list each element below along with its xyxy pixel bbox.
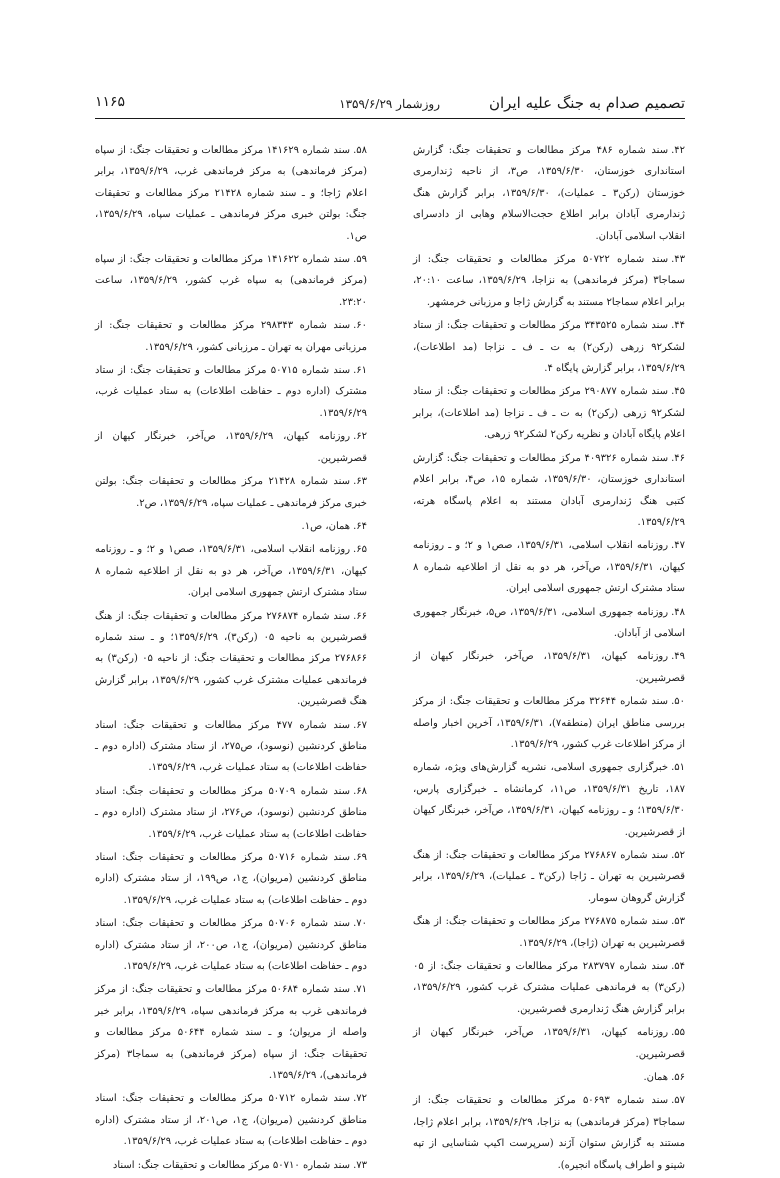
- endnote-number: ۶۱.: [353, 365, 368, 377]
- endnote: [95, 715, 367, 779]
- endnote-text: سند شماره ۴۷۷ مرکز مطالعات و تحقیقات جنگ: اسناد مناطق کردنشین (نوسود)، ص۲۷۵، از ستاد مشترک (اداره دوم ـ حفاظت اطلاعات) به ستاد عملیات غرب، ۱۳۵۹/۶/۲۹.: [95, 719, 368, 774]
- endnote-number: ۷۲.: [353, 1093, 367, 1105]
- endnote: [413, 956, 685, 1020]
- endnote-text: روزنامه کیهان، ۱۳۵۹/۶/۳۱، ص‌آخر، خبرنگار کیهان از قصرشیرین.: [413, 651, 685, 684]
- endnote: [95, 1155, 367, 1176]
- endnote-text: روزنامه جمهوری اسلامی، ۱۳۵۹/۶/۳۱، ص۵، خبرنگار جمهوری اسلامی از آبادان.: [413, 606, 685, 639]
- endnote: [95, 539, 367, 603]
- endnote-text: سند شماره ۲۸۳۷۹۷ مرکز مطالعات و تحقیقات جنگ: از ۰۵ (رکن۳) به فرماندهی عملیات مشترک غرب کشور، ۱۳۵۹/۶/۲۹، برابر گزارش هنگ ژندارمری قصرشیرین.: [413, 961, 685, 1015]
- endnote: [413, 249, 685, 313]
- endnote-number: ۵۰.: [671, 696, 685, 708]
- endnote: [413, 140, 685, 247]
- endnote-number: ۶۲.: [353, 431, 367, 443]
- endnote: [95, 606, 367, 713]
- page-header: [95, 92, 685, 116]
- endnote: [95, 315, 367, 358]
- endnote-text: سند شماره ۲۷۶۸۶۷ مرکز مطالعات و تحقیقات جنگ: از هنگ قصرشیرین به تهران ـ ژاجا (رکن۳ ـ عملیات)، ۱۳۵۹/۶/۲۹، برابر گزارش گروهان سومار.: [413, 850, 686, 904]
- endnote-number: ۴۲.: [671, 145, 686, 156]
- endnote-number: ۵۳.: [671, 916, 686, 928]
- endnote-text: همان، ص۱.: [301, 520, 351, 532]
- endnote-number: ۴۶.: [671, 452, 686, 464]
- endnote: [95, 1088, 367, 1152]
- endnote-number: ۵۲.: [671, 850, 686, 861]
- endnote-number: ۶۵.: [353, 544, 367, 556]
- endnote: [95, 913, 367, 977]
- endnote-number: ۵۱.: [671, 762, 685, 774]
- endnote-text: سند شماره ۴۸۶ مرکز مطالعات و تحقیقات جنگ: گزارش استانداری خوزستان، ۱۳۵۹/۶/۳۰، ص۳، از ناحیه ژندارمری خوزستان (رکن۳ ـ عملیات)، ۱۳۵۹/۶/۳۰، برابر گزارش هنگ ژندارمری آبادان برابر اطلاع حجت‌الاسلام وهابی از دادسرای انقلاب اسلامی آبادان.: [413, 145, 685, 242]
- endnote: [413, 845, 685, 909]
- endnote-number: ۵۵.: [671, 1027, 685, 1039]
- endnote-text: سند شماره ۲۷۶۸۷۵ مرکز مطالعات و تحقیقات جنگ: از هنگ قصرشیرین به تهران (ژاجا)، ۱۳۵۹/۶/۲۹.: [413, 916, 685, 949]
- endnote-number: ۴۳.: [671, 254, 686, 266]
- endnote-text: سند شماره ۲۹۰۸۷۷ مرکز مطالعات و تحقیقات جنگ: از ستاد لشکر۹۲ زرهی (رکن۲) به ت ـ ف ـ نزاجا (مد اطلاعات)، برابر اعلام پایگاه آبادان و نظریه رکن۲ لشکر۹۲ زرهی.: [413, 386, 686, 441]
- endnote: [413, 646, 685, 689]
- endnote: [413, 911, 685, 954]
- endnote: [95, 140, 367, 247]
- endnote: [95, 847, 367, 911]
- endnote: [95, 360, 367, 424]
- endnote-text: روزنامه کیهان، ۱۳۵۹/۶/۲۹، ص‌آخر، خبرنگار کیهان از قصرشیرین.: [95, 431, 367, 464]
- endnote-number: ۵۹.: [353, 254, 367, 266]
- endnote-text: سند شماره ۵۰۷۰۹ مرکز مطالعات و تحقیقات جنگ: اسناد مناطق کردنشین (نوسود)، ص۲۷۶، از ستاد مشترک (اداره دوم ـ حفاظت اطلاعات) به ستاد عملیات غرب، ۱۳۵۹/۶/۲۹.: [95, 785, 368, 840]
- endnote: [413, 1022, 685, 1065]
- endnote-number: ۶۸.: [353, 785, 367, 797]
- endnote-text: سند شماره ۱۴۱۶۲۲ مرکز مطالعات و تحقیقات جنگ: از سپاه (مرکز فرماندهی) به سپاه غرب کشور، ۱۳۵۹/۶/۲۹، ساعت ۲۳:۲۰.: [95, 254, 367, 308]
- endnote-number: ۶۶.: [353, 610, 368, 622]
- endnote-number: ۷۳.: [353, 1159, 367, 1171]
- endnote: [95, 471, 367, 514]
- page-number: ۱۱۶۵: [95, 94, 126, 110]
- endnote-text: سند شماره ۵۰۷۱۲ مرکز مطالعات و تحقیقات جنگ: اسناد مناطق کردنشین (مریوان)، ج۱، ص۲۰۱، از ستاد مشترک (اداره دوم ـ حفاظت اطلاعات) به ستاد عملیات غرب، ۱۳۵۹/۶/۲۹.: [95, 1093, 367, 1148]
- endnote: [95, 426, 367, 469]
- endnote: [95, 979, 367, 1086]
- endnote: [95, 516, 367, 537]
- endnote-number: ۴۹.: [671, 651, 685, 663]
- endnote: [413, 1067, 685, 1088]
- endnote: [413, 535, 685, 599]
- endnote-number: ۶۰.: [353, 320, 368, 332]
- endnote-number: ۵۸.: [353, 145, 367, 156]
- endnote-text: سند شماره ۲۱۴۲۸ مرکز مطالعات و تحقیقات جنگ: بولتن خبری مرکز فرماندهی ـ عملیات سپاه، ۱۳۵۹/۶/۲۹، ص۲.: [95, 476, 367, 509]
- endnote: [413, 602, 685, 645]
- endnote-text: روزنامه انقلاب اسلامی، ۱۳۵۹/۶/۳۱، صص۱ و ۲؛ و ـ روزنامه کیهان، ۱۳۵۹/۶/۳۱، ص‌آخر، هر دو به نقل از اطلاعیه شماره ۸ ستاد مشترک ارتش جمهوری اسلامی ایران.: [413, 540, 685, 595]
- endnote-text: سند شماره ۵۰۷۱۰ مرکز مطالعات و تحقیقات جنگ: اسناد: [112, 1159, 351, 1171]
- endnote-number: ۴۷.: [671, 540, 685, 552]
- endnote-number: ۶۴.: [353, 520, 367, 532]
- endnote-number: ۷۱.: [353, 984, 367, 996]
- endnote-number: ۴۴.: [671, 320, 686, 332]
- endnote: [413, 691, 685, 755]
- endnote-text: سند شماره ۱۴۱۶۲۹ مرکز مطالعات و تحقیقات جنگ: از سپاه (مرکز فرماندهی) به مرکز فرماندهی غرب، ۱۳۵۹/۶/۲۹، برابر اعلام ژاجا؛ و ـ سند شماره ۲۱۴۲۸ مرکز مطالعات و تحقیقات جنگ: بولتن خبری مرکز فرماندهی ـ عملیات سپاه، ۱۳۵۹/۶/۲۹، ص۱.: [95, 145, 368, 242]
- endnote: [413, 381, 685, 445]
- endnote-number: ۵۷.: [671, 1095, 686, 1107]
- endnote-text: سند شماره ۲۹۸۳۴۳ مرکز مطالعات و تحقیقات جنگ: از مرزبانی مهران به تهران ـ مرزبانی کشور، ۱۳۵۹/۶/۲۹.: [95, 320, 367, 353]
- endnote-text: سند شماره ۴۰۹۳۲۶ مرکز مطالعات و تحقیقات جنگ: گزارش استانداری خوزستان، ۱۳۵۹/۶/۳۰، شماره ۱۵، ص۴، برابر اعلام کتبی هنگ ژندارمری آبادان مستند به اعلام پاسگاه هرته، ۱۳۵۹/۶/۲۹.: [413, 452, 685, 528]
- endnote-number: ۶۳.: [353, 476, 367, 488]
- endnote-text: سند شماره ۳۴۳۵۲۵ مرکز مطالعات و تحقیقات جنگ: از ستاد لشکر۹۲ زرهی (رکن۲) به ت ـ ف ـ نزاجا (مد اطلاعات)، ۱۳۵۹/۶/۲۹، برابر گزارش پایگاه ۴.: [413, 320, 685, 375]
- endnote-text: سند شماره ۵۰۷۱۶ مرکز مطالعات و تحقیقات جنگ: اسناد مناطق کردنشین (مریوان)، ج۱، ص۱۹۹، از ستاد مشترک (اداره دوم ـ حفاظت اطلاعات) به ستاد عملیات غرب، ۱۳۵۹/۶/۲۹.: [95, 852, 367, 906]
- endnote-text: سند شماره ۳۲۶۴۴ مرکز مطالعات و تحقیقات جنگ: از مرکز بررسی مناطق ایران (منطقه۷)، ۱۳۵۹/۶/۳۱، آخرین اخبار واصله از مرکز اطلاعات غرب کشور، ۱۳۵۹/۶/۲۹.: [413, 696, 685, 750]
- endnote-number: ۵۶.: [671, 1072, 685, 1084]
- endnote: [95, 249, 367, 313]
- endnote-text: سند شماره ۵۰۷۲۲ مرکز مطالعات و تحقیقات جنگ: از سماجا۳ (مرکز فرماندهی) به نزاجا، ۱۳۵۹/۶/۲۹، ساعت ۲۰:۱۰، برابر اعلام سماجا۲ مستند به گزارش ژاجا و مرزبانی خرمشهر.: [413, 254, 686, 308]
- endnote-text: سند شماره ۵۰۶۹۳ مرکز مطالعات و تحقیقات جنگ: از سماجا۳ (مرکز فرماندهی) به نزاجا، ۱۳۵۹/۶/۲۹، برابر اعلام ژاجا، مستند به گزارش ستوان آژند (سرپرست اکیپ شناسایی از تپه شینو و اطراف پاسگاه انجیره).: [413, 1095, 685, 1171]
- endnote: [413, 315, 685, 379]
- endnote-text: روزنامه کیهان، ۱۳۵۹/۶/۳۱، ص‌آخر، خبرنگار کیهان از قصرشیرین.: [413, 1027, 685, 1060]
- notes-column-right: [413, 140, 685, 1178]
- header-rule: [95, 118, 685, 119]
- endnote: [95, 781, 367, 845]
- endnote-text: سند شماره ۵۰۶۸۴ مرکز مطالعات و تحقیقات جنگ: از مرکز فرماندهی غرب به مرکز فرماندهی سپاه، ۱۳۵۹/۶/۲۹، برابر خبر واصله از مریوان؛ و ـ سند شماره ۵۰۶۴۴ مرکز مطالعات و تحقیقات جنگ: از سپاه (مرکز فرماندهی) به سماجا۳ (مرکز فرماندهی)، ۱۳۵۹/۶/۲۹.: [95, 984, 368, 1082]
- endnote-number: ۴۸.: [671, 606, 685, 618]
- endnote-number: ۶۹.: [353, 852, 367, 863]
- notes-column-left: [95, 140, 367, 1178]
- endnote-number: ۶۷.: [353, 719, 367, 731]
- endnote-text: سند شماره ۲۷۶۸۷۴ مرکز مطالعات و تحقیقات جنگ: از هنگ قصرشیرین به ناحیه ۰۵ (رکن۳)، ۱۳۵۹/۶/۲۹؛ و ـ سند شماره ۲۷۶۸۶۶ مرکز مطالعات و تحقیقات جنگ: از ناحیه ۰۵ (رکن۳) به فرماندهی عملیات مشترک غرب کشور، ۱۳۵۹/۶/۲۹، برابر گزارش هنگ قصرشیرین.: [95, 610, 367, 708]
- endnote-number: ۴۵.: [671, 386, 686, 398]
- endnote: [413, 1090, 685, 1176]
- endnote-text: روزنامه انقلاب اسلامی، ۱۳۵۹/۶/۳۱، صص۱ و ۲؛ و ـ روزنامه کیهان، ۱۳۵۹/۶/۳۱، ص‌آخر، هر دو به نقل از اطلاعیه شماره ۸ ستاد مشترک ارتش جمهوری اسلامی ایران.: [95, 544, 367, 599]
- endnote-text: خبرگزاری جمهوری اسلامی، نشریه گزارش‌های ویژه، شماره ۱۸۷، تاریخ ۱۳۵۹/۶/۳۱، ص۱۱، کرمانشاه ـ خبرگزاری پارس، ۱۳۵۹/۶/۳۰؛ و ـ روزنامه کیهان، ۱۳۵۹/۶/۳۱، ص‌آخر، خبرنگار کیهان از قصرشیرین.: [413, 762, 686, 838]
- endnote-text: سند شماره ۵۰۷۱۵ مرکز مطالعات و تحقیقات جنگ: از ستاد مشترک (اداره دوم ـ حفاظت اطلاعات) به ستاد عملیات غرب، ۱۳۵۹/۶/۲۹.: [95, 365, 367, 419]
- chronicle-date: روزشمار ۱۳۵۹/۶/۲۹: [339, 97, 440, 111]
- book-title: تصمیم صدام به جنگ علیه ایران: [489, 94, 685, 112]
- endnote-number: ۷۰.: [353, 918, 367, 930]
- endnote-text: همان.: [643, 1072, 669, 1084]
- endnote-number: ۵۴.: [671, 961, 685, 973]
- endnote-text: سند شماره ۵۰۷۰۶ مرکز مطالعات و تحقیقات جنگ: اسناد مناطق کردنشین (مریوان)، ج۱، ص۲۰۰، از ستاد مشترک (اداره دوم ـ حفاظت اطلاعات) به ستاد عملیات غرب، ۱۳۵۹/۶/۲۹.: [95, 918, 367, 973]
- endnote: [413, 757, 685, 843]
- endnote: [413, 448, 685, 534]
